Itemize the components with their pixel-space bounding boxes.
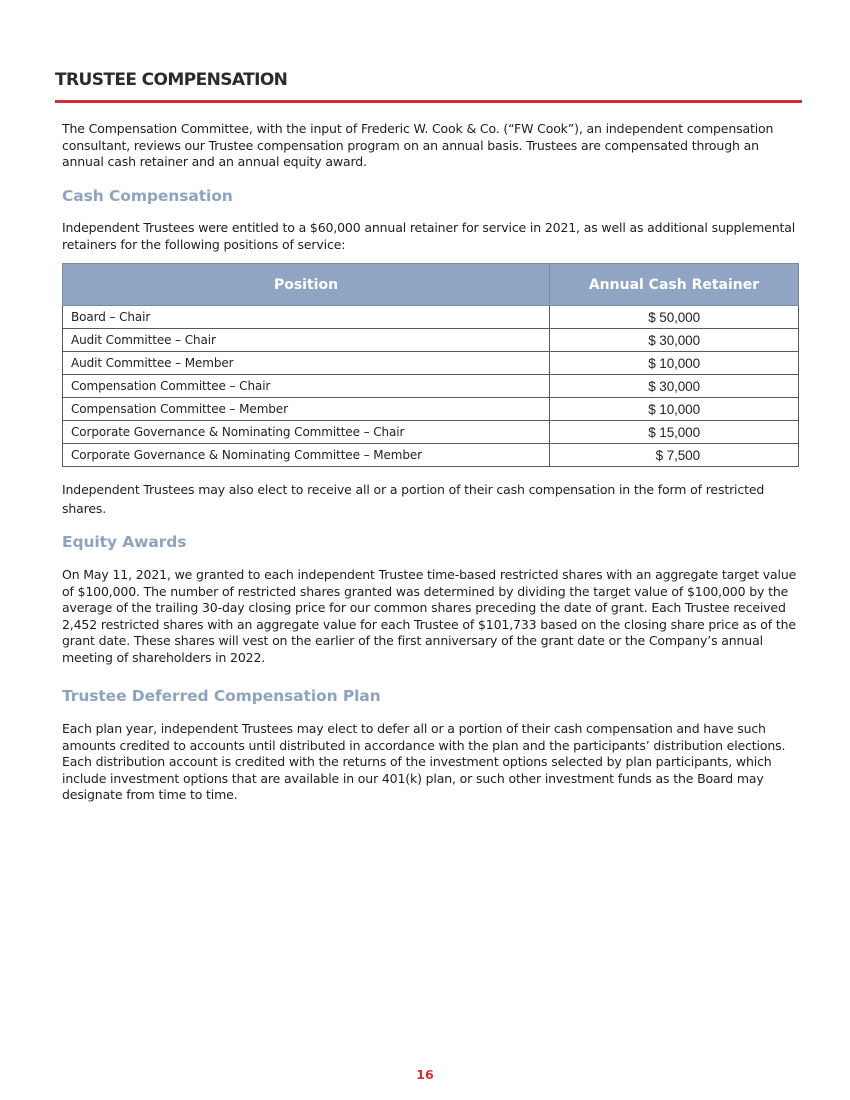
- equity-awards-heading: Equity Awards: [62, 533, 187, 551]
- table-row: [63, 329, 799, 352]
- deferred-compensation-paragraph: Each plan year, independent Trustees may elect to defer all or a portion of their cash compensation and have such amounts credited to accounts until distributed in accordance with the plan and the participants’ distribution elections. Each distribution account is credited with the returns of the investment options selected by plan participants, which include investment options that are available in our 401(k) plan, or such other investment funds as the Board may designate from time to time.: [62, 721, 786, 802]
- position-cell: Audit Committee – Member: [63, 352, 550, 375]
- title-divider: [55, 100, 802, 103]
- column-header-position: Position: [63, 264, 550, 306]
- table-row: [63, 375, 799, 398]
- deferred-compensation-heading: Trustee Deferred Compensation Plan: [62, 687, 381, 705]
- cash-compensation-heading: Cash Compensation: [62, 187, 233, 205]
- table-row: [63, 398, 799, 421]
- column-header-annual-cash-retainer: Annual Cash Retainer: [550, 264, 799, 306]
- table-row: [63, 352, 799, 375]
- retainer-amount-cell: $ 15,000: [550, 421, 799, 444]
- position-cell: Compensation Committee – Member: [63, 398, 550, 421]
- retainer-amount-cell: $ 10,000: [550, 352, 799, 375]
- table-row: [63, 444, 799, 467]
- retainer-amount-cell: $ 30,000: [550, 375, 799, 398]
- table-row: [63, 421, 799, 444]
- position-cell: Corporate Governance & Nominating Committee – Chair: [63, 421, 550, 444]
- page-number: 16: [416, 1067, 434, 1082]
- retainer-table: [62, 263, 799, 467]
- retainer-amount-cell: $ 7,500: [550, 444, 799, 467]
- position-cell: Compensation Committee – Chair: [63, 375, 550, 398]
- retainer-amount-cell: $ 30,000: [550, 329, 799, 352]
- position-cell: Corporate Governance & Nominating Committee – Member: [63, 444, 550, 467]
- equity-awards-paragraph: On May 11, 2021, we granted to each independent Trustee time-based restricted shares with an aggregate target value of $100,000. The number of restricted shares granted was determined by dividing the target value of $100,000 by the average of the trailing 30-day closing price for our common shares preceding the date of grant. Each Trustee received 2,452 restricted shares with an aggregate value for each Trustee of $101,733 based on the closing share price as of the grant date. These shares will vest on the earlier of the first anniversary of the grant date or the Company’s annual meeting of shareholders in 2022.: [62, 567, 797, 665]
- retainer-amount-cell: $ 10,000: [550, 398, 799, 421]
- table-header-row: [63, 264, 799, 306]
- position-cell: Audit Committee – Chair: [63, 329, 550, 352]
- restricted-shares-note: Independent Trustees may also elect to receive all or a portion of their cash compensation in the form of restricted shares.: [62, 482, 765, 516]
- intro-paragraph: The Compensation Committee, with the input of Frederic W. Cook & Co. (“FW Cook”), an independent compensation consultant, reviews our Trustee compensation program on an annual basis. Trustees are compensated through an annual cash retainer and an annual equity award.: [62, 121, 774, 169]
- cash-compensation-lead: Independent Trustees were entitled to a $60,000 annual retainer for service in 2021, as well as additional supplemental retainers for the following positions of service:: [62, 220, 796, 252]
- retainer-amount-cell: $ 50,000: [550, 306, 799, 329]
- page-title: TRUSTEE COMPENSATION: [55, 70, 288, 90]
- position-cell: Board – Chair: [63, 306, 550, 329]
- table-row: [63, 306, 799, 329]
